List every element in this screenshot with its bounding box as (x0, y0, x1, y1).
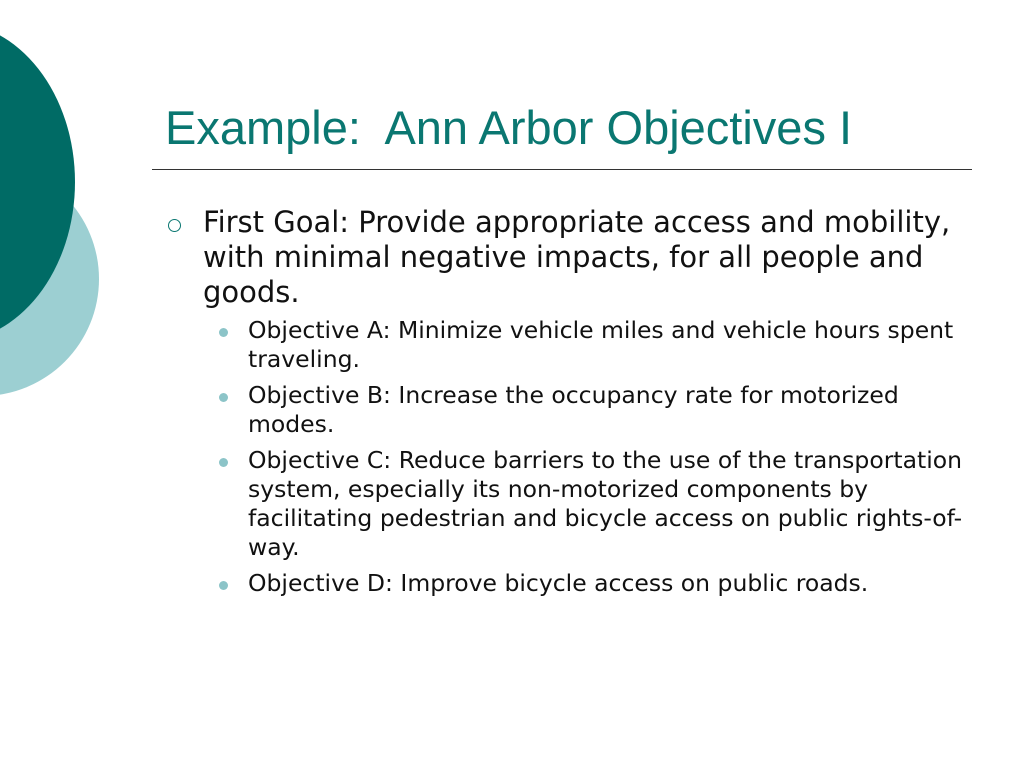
objective-text: Objective B: Increase the occupancy rate for motorized modes. (248, 381, 899, 438)
objectives-list (166, 316, 972, 598)
hollow-circle-icon (168, 219, 181, 232)
filled-dot-icon (219, 581, 228, 590)
objective-text: Objective D: Improve bicycle access on public roads. (248, 569, 869, 597)
objective-item (166, 446, 972, 562)
title-divider (152, 169, 972, 170)
filled-dot-icon (219, 458, 228, 467)
filled-dot-icon (219, 328, 228, 337)
goal-item (166, 205, 972, 310)
slide-content (166, 205, 972, 605)
objective-text: Objective C: Reduce barriers to the use of the transportation system, especially its non-motorized components by facilitating pedestrian and bicycle access on public rights-of-way. (248, 446, 963, 561)
goal-text: First Goal: Provide appropriate access and mobility, with minimal negative impacts, for all people and goods. (203, 205, 951, 309)
slide-title: Example: Ann Arbor Objectives I (165, 101, 853, 154)
objective-item (166, 316, 972, 374)
objective-text: Objective A: Minimize vehicle miles and vehicle hours spent traveling. (248, 316, 954, 373)
objective-item (166, 381, 972, 439)
objective-item (166, 569, 972, 598)
filled-dot-icon (219, 393, 228, 402)
